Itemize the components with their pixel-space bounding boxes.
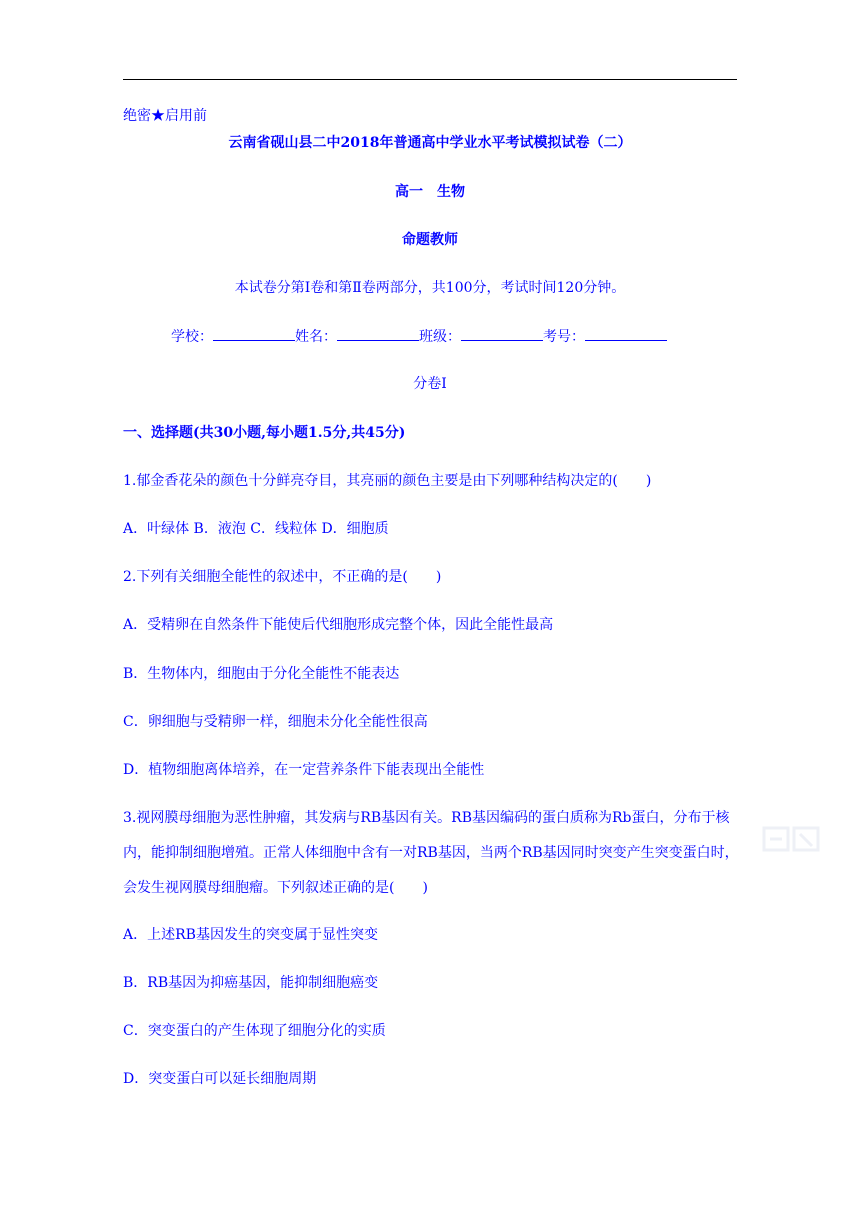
grade-subject: 高一 生物 — [395, 184, 465, 200]
name-blank[interactable] — [337, 327, 419, 341]
question-1-stem: 1.郁金香花朵的颜色十分鲜亮夺目，其亮丽的颜色主要是由下列哪种结构决定的( ) — [123, 473, 652, 489]
student-info-line — [171, 327, 667, 346]
header-rule — [123, 79, 737, 80]
question-2-option-a: A．受精卵在自然条件下能使后代细胞形成完整个体，因此全能性最高 — [123, 617, 554, 633]
question-2-option-c: C．卵细胞与受精卵一样，细胞未分化全能性很高 — [123, 714, 428, 730]
question-2-stem: 2.下列有关细胞全能性的叙述中，不正确的是( ) — [123, 569, 442, 585]
class-label: 班级： — [419, 329, 461, 345]
name-label: 姓名： — [295, 329, 337, 345]
id-blank[interactable] — [585, 327, 667, 341]
id-label: 考号： — [543, 329, 585, 345]
watermark-logo — [762, 822, 822, 863]
question-1-options: A．叶绿体 B．液泡 C．线粒体 D．细胞质 — [123, 521, 389, 537]
class-blank[interactable] — [461, 327, 543, 341]
exam-title: 云南省砚山县二中2018年普通高中学业水平考试模拟试卷（二） — [228, 135, 632, 151]
exam-info: 本试卷分第Ⅰ卷和第Ⅱ卷两部分，共100分，考试时间120分钟。 — [234, 280, 626, 296]
question-2-option-b: B．生物体内，细胞由于分化全能性不能表达 — [123, 666, 400, 682]
question-3-option-c: C．突变蛋白的产生体现了细胞分化的实质 — [123, 1023, 386, 1039]
school-blank[interactable] — [213, 327, 295, 341]
secret-mark: 绝密★启用前 — [123, 108, 207, 124]
question-2-option-d: D．植物细胞离体培养，在一定营养条件下能表现出全能性 — [123, 762, 485, 778]
question-3-stem: 3.视网膜母细胞为恶性肿瘤，其发病与RB基因有关。RB基因编码的蛋白质称为Rb蛋白，分布于核内，能抑制细胞增殖。正常人体细胞中含有一对RB基因，当两个RB基因同时突变产生突变蛋白时，会发生视网膜母细胞瘤。下列叙述正确的是( ) — [123, 810, 739, 896]
question-3-option-a: A．上述RB基因发生的突变属于显性突变 — [123, 927, 378, 943]
volume-title: 分卷I — [413, 376, 447, 392]
question-3-option-b: B．RB基因为抑癌基因，能抑制细胞癌变 — [123, 975, 379, 991]
author-line: 命题教师 — [402, 232, 458, 248]
watermark-icon — [762, 822, 822, 856]
question-3-option-d: D．突变蛋白可以延长细胞周期 — [123, 1071, 317, 1087]
school-label: 学校： — [171, 329, 213, 345]
part-title: 一、选择题(共30小题,每小题1.5分,共45分) — [123, 425, 406, 441]
